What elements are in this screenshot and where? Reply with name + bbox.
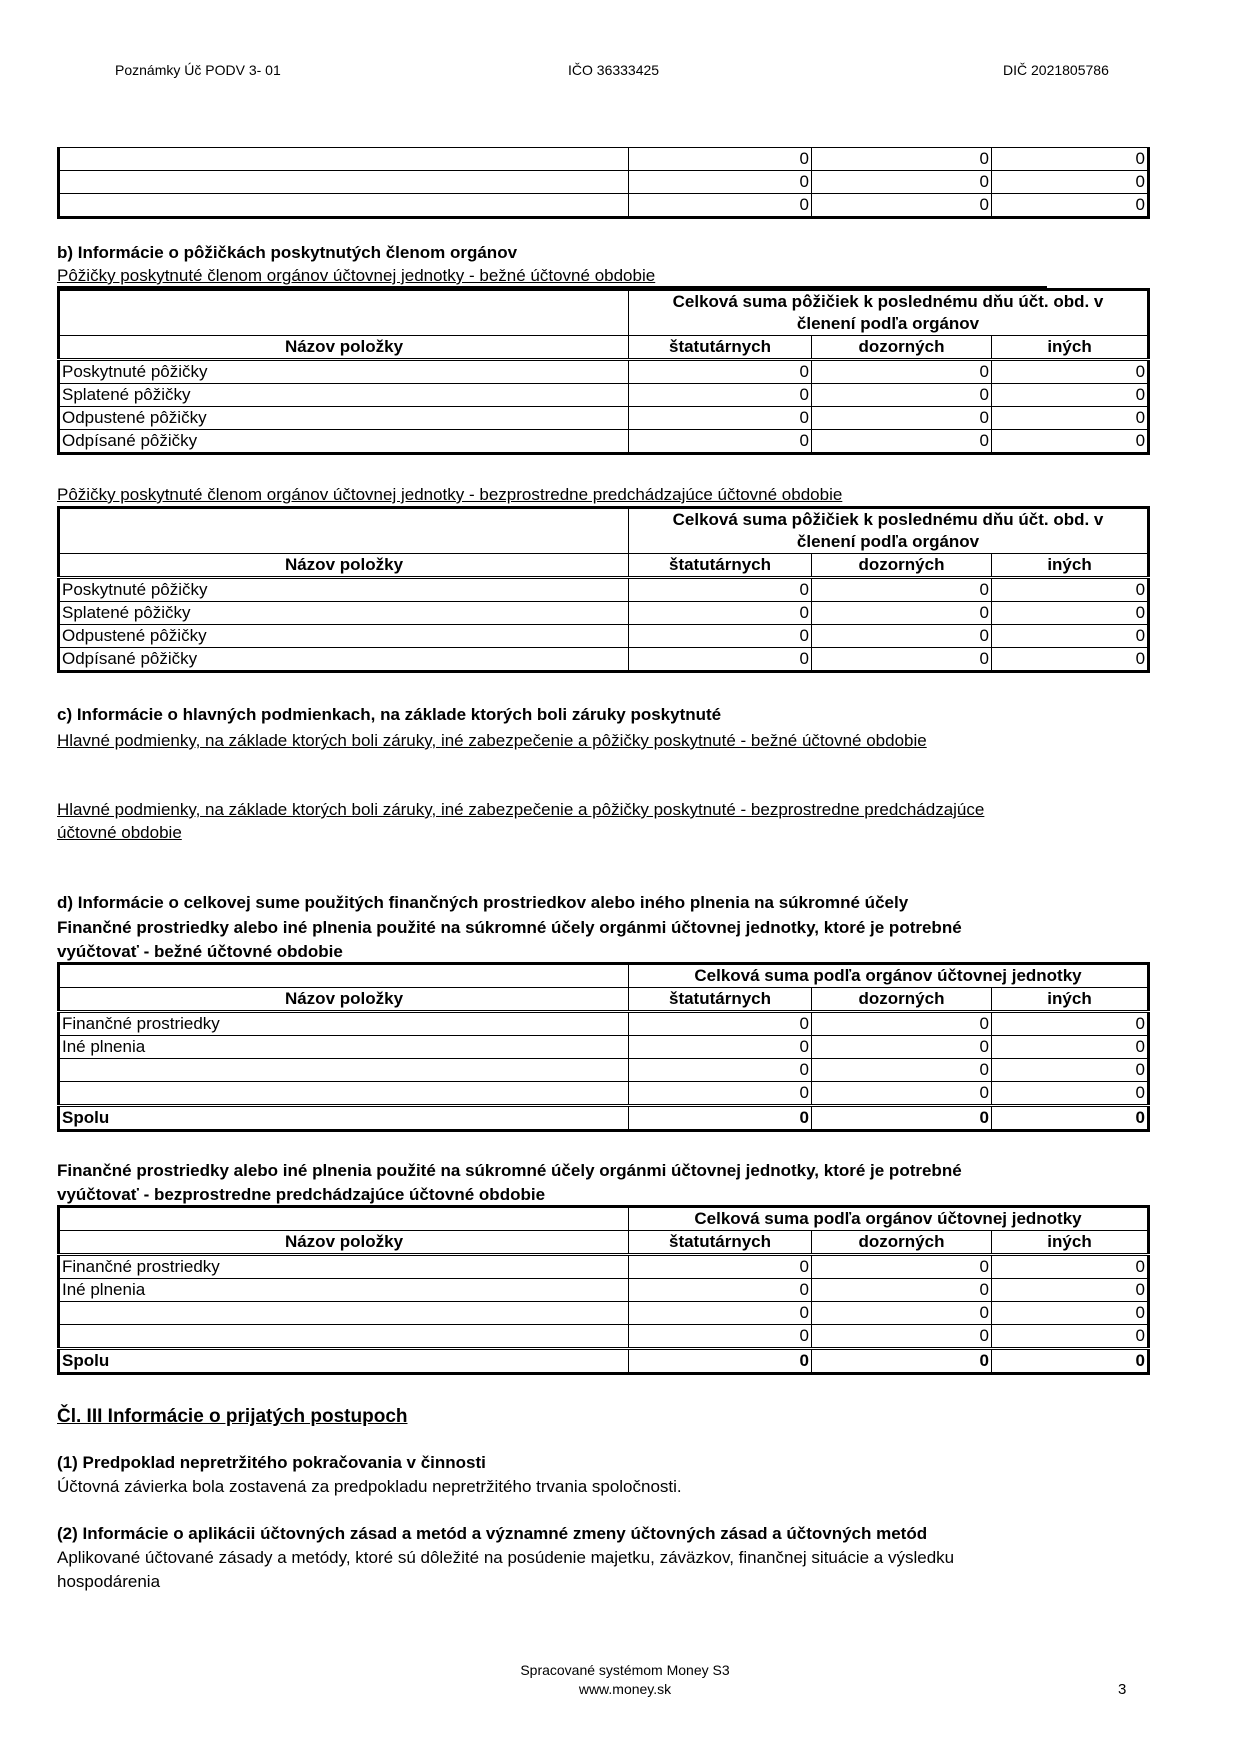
- table-row: [59, 1059, 1149, 1082]
- section-c-previous-line1: Hlavné podmienky, na základe ktorých boli záruky, iné zabezpečenie a pôžičky poskytnuté - bezprostredne predchádzajúce: [57, 800, 985, 819]
- section-c-title: c) Informácie o hlavných podmienkach, na základe ktorých boli záruky poskytnuté: [57, 705, 722, 724]
- section-d-table2-caption-line1: Finančné prostriedky alebo iné plnenia použité na súkromné účely orgánmi účtovnej jednotky, ktoré je potrebné: [57, 1161, 962, 1180]
- total-label: Spolu: [59, 1349, 629, 1374]
- empty-header-cell: [59, 964, 629, 988]
- value-cell: 0: [992, 1255, 1149, 1279]
- value-cell: 0: [629, 1255, 812, 1279]
- table-row: [59, 430, 1149, 454]
- column-header-name: Názov položky: [59, 1231, 629, 1255]
- section-b-table2-caption: [57, 485, 842, 506]
- value-cell: 0: [812, 1012, 992, 1036]
- value-cell: 0: [629, 430, 812, 454]
- column-header-supervisory: dozorných: [812, 554, 992, 578]
- table-row: [59, 1325, 1149, 1349]
- header-document-name: Poznámky Úč PODV 3- 01: [115, 62, 281, 78]
- value-cell: 0: [629, 1279, 812, 1302]
- total-value: 0: [812, 1349, 992, 1374]
- value-cell: 0: [992, 1036, 1149, 1059]
- table-row: [59, 407, 1149, 430]
- total-value: 0: [992, 1106, 1149, 1131]
- section-d-title: d) Informácie o celkovej sume použitých finančných prostriedkov alebo iného plnenia na súkromné účely: [57, 893, 909, 912]
- table-row: [59, 602, 1149, 625]
- column-header-supervisory: dozorných: [812, 336, 992, 360]
- value-cell: 0: [812, 1082, 992, 1106]
- value-cell: 0: [629, 1059, 812, 1082]
- value-cell: 0: [629, 171, 812, 194]
- total-label: Spolu: [59, 1106, 629, 1131]
- column-header-other: iných: [992, 1231, 1149, 1255]
- value-cell: 0: [812, 1325, 992, 1349]
- page-number: 3: [1118, 1681, 1127, 1698]
- table-row: [59, 1012, 1149, 1036]
- header-ico: IČO 36333425: [568, 62, 660, 78]
- total-value: 0: [629, 1349, 812, 1374]
- table-row: [59, 171, 1149, 194]
- group-header: Celková suma podľa orgánov účtovnej jednotky: [629, 1207, 1149, 1231]
- column-header-other: iných: [992, 336, 1149, 360]
- column-header-name: Názov položky: [59, 554, 629, 578]
- caption-text: Pôžičky poskytnuté členom orgánov účtovnej jednotky - bezprostredne predchádzajúce účtovné obdobie: [57, 485, 843, 504]
- section-c-current: Hlavné podmienky, na základe ktorých boli záruky, iné zabezpečenie a pôžičky poskytnuté - bežné účtovné obdobie: [57, 731, 927, 750]
- row-label: Odpustené pôžičky: [59, 625, 629, 648]
- value-cell: 0: [629, 1082, 812, 1106]
- value-cell: 0: [992, 171, 1149, 194]
- value-cell: 0: [629, 1012, 812, 1036]
- column-header-statutory: štatutárnych: [629, 554, 812, 578]
- loans-current-table: [57, 288, 1150, 455]
- header-dic: DIČ 2021805786: [1003, 62, 1109, 78]
- total-row: [59, 1349, 1149, 1374]
- value-cell: 0: [812, 194, 992, 218]
- column-header-statutory: štatutárnych: [629, 988, 812, 1012]
- continuation-table: [57, 147, 1150, 219]
- column-header-name: Názov položky: [59, 336, 629, 360]
- value-cell: 0: [992, 648, 1149, 672]
- value-cell: 0: [992, 1059, 1149, 1082]
- value-cell: 0: [992, 194, 1149, 218]
- row-label: [59, 148, 629, 171]
- column-header-other: iných: [992, 988, 1149, 1012]
- row-label: Poskytnuté pôžičky: [59, 360, 629, 384]
- total-value: 0: [629, 1106, 812, 1131]
- table-row: [59, 360, 1149, 384]
- value-cell: 0: [812, 407, 992, 430]
- table-row: [59, 194, 1149, 218]
- empty-header-cell: [59, 290, 629, 336]
- value-cell: 0: [812, 1036, 992, 1059]
- table-row: [59, 578, 1149, 602]
- table-row: [59, 1302, 1149, 1325]
- table-row: [59, 148, 1149, 171]
- value-cell: 0: [992, 1325, 1149, 1349]
- row-label: Odpísané pôžičky: [59, 648, 629, 672]
- row-label: Splatené pôžičky: [59, 602, 629, 625]
- section-d-table1-caption-line2: vyúčtovať - bežné účtovné obdobie: [57, 942, 343, 961]
- value-cell: 0: [629, 578, 812, 602]
- group-header-line2: členení podľa orgánov: [629, 313, 1149, 336]
- article-3-p2-text-line2: hospodárenia: [57, 1572, 161, 1591]
- table-row: [59, 625, 1149, 648]
- column-header-name: Názov položky: [59, 988, 629, 1012]
- section-b-table1-caption: [57, 266, 1047, 288]
- value-cell: 0: [629, 648, 812, 672]
- column-header-statutory: štatutárnych: [629, 1231, 812, 1255]
- private-use-previous-table: [57, 1205, 1150, 1375]
- value-cell: 0: [812, 360, 992, 384]
- group-header: Celková suma pôžičiek k poslednému dňu účt. obd. v: [629, 290, 1149, 314]
- total-value: 0: [812, 1106, 992, 1131]
- value-cell: 0: [992, 1012, 1149, 1036]
- table-row: [59, 384, 1149, 407]
- total-row: [59, 1106, 1149, 1131]
- value-cell: 0: [812, 578, 992, 602]
- value-cell: 0: [812, 171, 992, 194]
- private-use-current-table: [57, 962, 1150, 1132]
- row-label: Iné plnenia: [59, 1279, 629, 1302]
- section-d-table1-caption-line1: Finančné prostriedky alebo iné plnenia použité na súkromné účely orgánmi účtovnej jednotky, ktoré je potrebné: [57, 918, 962, 937]
- table-row: [59, 1279, 1149, 1302]
- caption-text: Pôžičky poskytnuté členom orgánov účtovnej jednotky - bežné účtovné obdobie: [57, 266, 656, 285]
- column-header-other: iných: [992, 554, 1149, 578]
- value-cell: 0: [992, 360, 1149, 384]
- value-cell: 0: [992, 602, 1149, 625]
- value-cell: 0: [629, 1325, 812, 1349]
- value-cell: 0: [812, 430, 992, 454]
- value-cell: 0: [629, 194, 812, 218]
- value-cell: 0: [992, 384, 1149, 407]
- value-cell: 0: [812, 384, 992, 407]
- value-cell: 0: [812, 1302, 992, 1325]
- table-row: [59, 648, 1149, 672]
- row-label: [59, 1302, 629, 1325]
- table-row: [59, 1036, 1149, 1059]
- section-b-title: b) Informácie o pôžičkách poskytnutých členom orgánov: [57, 243, 518, 262]
- value-cell: 0: [992, 1302, 1149, 1325]
- row-label: [59, 1082, 629, 1106]
- value-cell: 0: [629, 384, 812, 407]
- value-cell: 0: [629, 148, 812, 171]
- row-label: Finančné prostriedky: [59, 1012, 629, 1036]
- row-label: Poskytnuté pôžičky: [59, 578, 629, 602]
- empty-header-cell: [59, 508, 629, 554]
- group-header: Celková suma podľa orgánov účtovnej jednotky: [629, 964, 1149, 988]
- article-3-p2-text-line1: Aplikované účtované zásady a metódy, ktoré sú dôležité na posúdenie majetku, záväzkov, finančnej situácie a výsledku: [57, 1548, 955, 1567]
- row-label: [59, 1059, 629, 1082]
- value-cell: 0: [812, 1255, 992, 1279]
- value-cell: 0: [629, 1302, 812, 1325]
- row-label: [59, 1325, 629, 1349]
- value-cell: 0: [812, 602, 992, 625]
- value-cell: 0: [812, 648, 992, 672]
- value-cell: 0: [992, 430, 1149, 454]
- value-cell: 0: [992, 407, 1149, 430]
- value-cell: 0: [629, 602, 812, 625]
- row-label: Splatené pôžičky: [59, 384, 629, 407]
- value-cell: 0: [992, 148, 1149, 171]
- value-cell: 0: [629, 407, 812, 430]
- group-header-line2: členení podľa orgánov: [629, 531, 1149, 554]
- value-cell: 0: [992, 1279, 1149, 1302]
- section-d-table2-caption-line2: vyúčtovať - bezprostredne predchádzajúce účtovné obdobie: [57, 1185, 546, 1204]
- row-label: Odpustené pôžičky: [59, 407, 629, 430]
- row-label: [59, 171, 629, 194]
- value-cell: 0: [812, 1279, 992, 1302]
- value-cell: 0: [992, 578, 1149, 602]
- empty-header-cell: [59, 1207, 629, 1231]
- article-3-p2-title: (2) Informácie o aplikácii účtovných zásad a metód a významné zmeny účtovných zásad a účtovných metód: [57, 1524, 928, 1543]
- total-value: 0: [992, 1349, 1149, 1374]
- section-c-previous-line2: účtovné obdobie: [57, 823, 182, 842]
- value-cell: 0: [992, 1082, 1149, 1106]
- value-cell: 0: [629, 625, 812, 648]
- value-cell: 0: [812, 1059, 992, 1082]
- row-label: Finančné prostriedky: [59, 1255, 629, 1279]
- value-cell: 0: [812, 625, 992, 648]
- column-header-statutory: štatutárnych: [629, 336, 812, 360]
- article-3-p1-text: Účtovná závierka bola zostavená za predpokladu nepretržitého trvania spoločnosti.: [57, 1477, 682, 1496]
- table-row: [59, 1082, 1149, 1106]
- group-header: Celková suma pôžičiek k poslednému dňu účt. obd. v: [629, 508, 1149, 532]
- column-header-supervisory: dozorných: [812, 1231, 992, 1255]
- table-row: [59, 1255, 1149, 1279]
- article-3-p1-title: (1) Predpoklad nepretržitého pokračovania v činnosti: [57, 1453, 486, 1472]
- footer-software: Spracované systémom Money S3: [520, 1662, 730, 1678]
- row-label: [59, 194, 629, 218]
- value-cell: 0: [629, 360, 812, 384]
- article-3-title: Čl. III Informácie o prijatých postupoch: [57, 1406, 408, 1427]
- value-cell: 0: [992, 625, 1149, 648]
- column-header-supervisory: dozorných: [812, 988, 992, 1012]
- value-cell: 0: [629, 1036, 812, 1059]
- loans-previous-table: [57, 506, 1150, 673]
- row-label: Odpísané pôžičky: [59, 430, 629, 454]
- footer-website: www.money.sk: [578, 1681, 672, 1697]
- row-label: Iné plnenia: [59, 1036, 629, 1059]
- value-cell: 0: [812, 148, 992, 171]
